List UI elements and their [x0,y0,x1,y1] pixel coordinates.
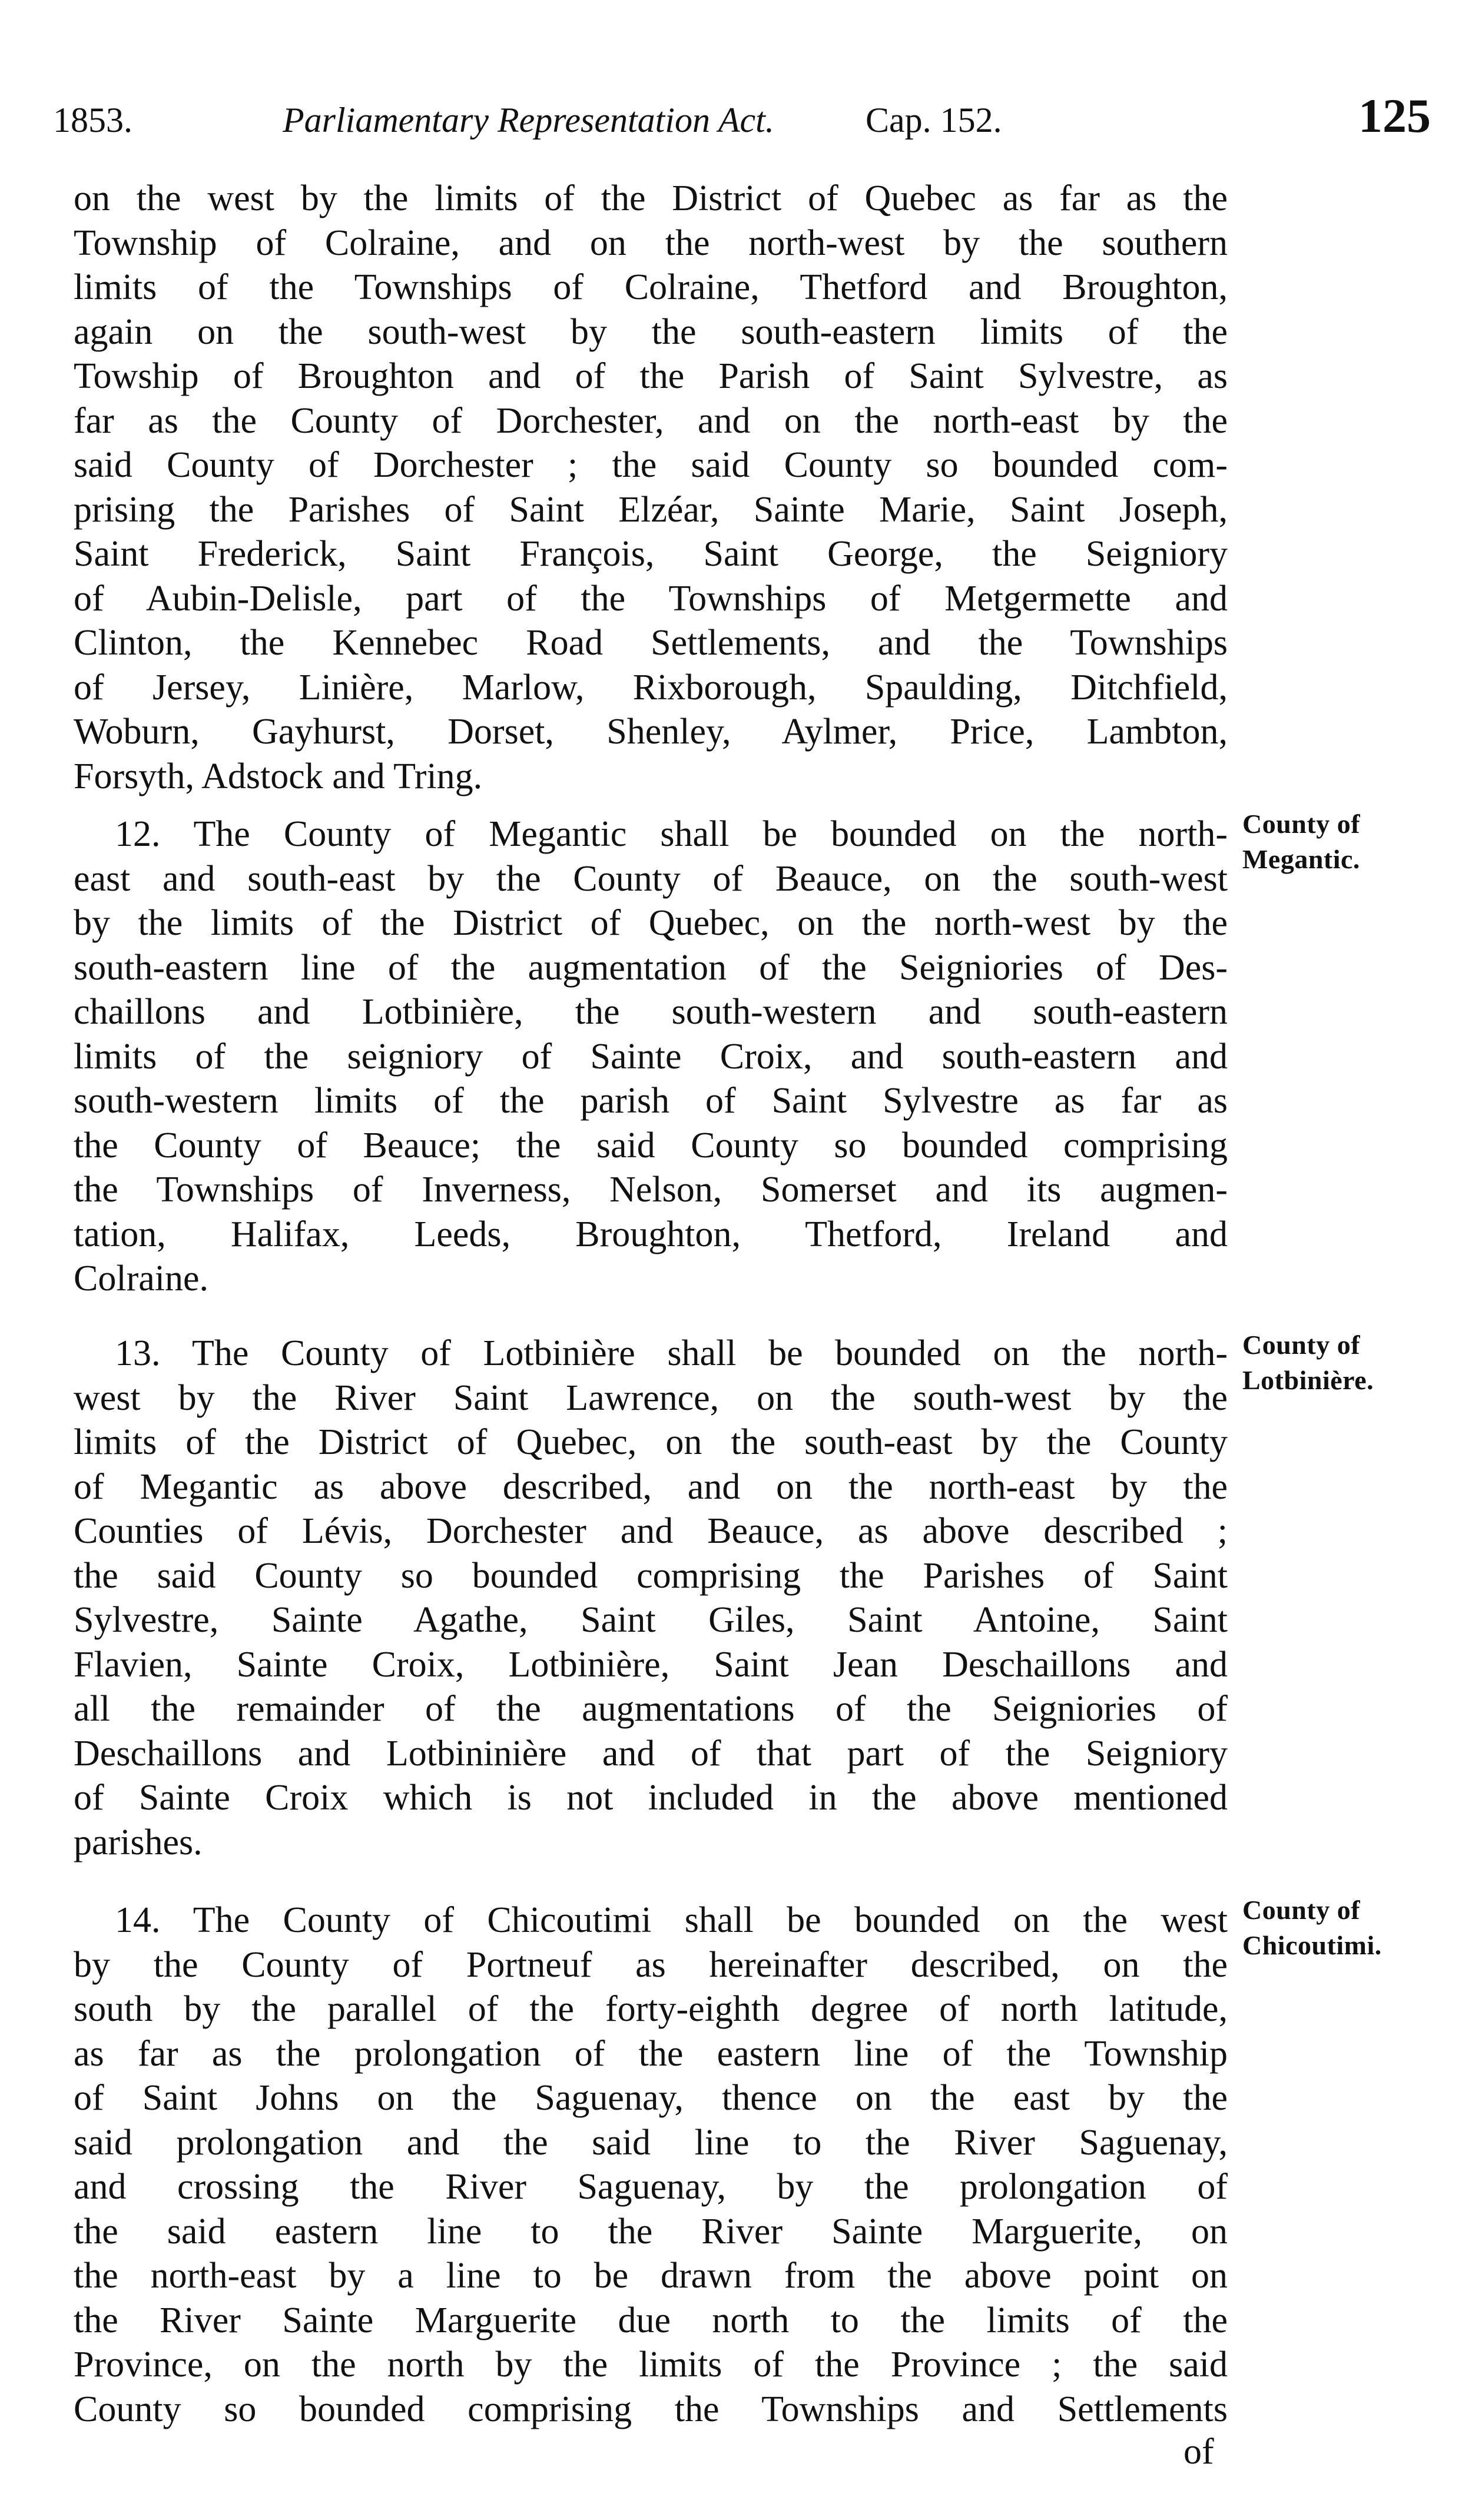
text-line: as far as the prolongation of the eastern line of the Township [74,2033,1228,2074]
section-12 [74,812,1228,1301]
text-line: prising the Parishes of Saint Elzéar, Sainte Marie, Saint Joseph, [74,489,1228,530]
section-number: 14. [115,1900,161,1940]
text-line: of Megantic as above described, and on the north-east by the [74,1466,1228,1507]
text-line: south-eastern line of the augmentation of the Seigniories of Des- [74,947,1228,988]
text-line: by the limits of the District of Quebec, on the north-west by the [74,903,1228,943]
text-line: west by the River Saint Lawrence, on the south-west by the [74,1377,1228,1418]
text-line: the said eastern line to the River Sainte Marguerite, on [74,2211,1228,2252]
text-line [74,812,1228,857]
text-line: east and south-east by the County of Beauce, on the south-west [74,858,1228,899]
text-line: Woburn, Gayhurst, Dorset, Shenley, Aylmer, Price, Lambton, [74,712,1228,752]
text-line: Flavien, Sainte Croix, Lotbinière, Saint Jean Deschaillons and [74,1644,1228,1685]
text-line: of Saint Johns on the Saguenay, thence on the east by the [74,2078,1228,2118]
text-line: Province, on the north by the limits of the Province ; the said [74,2345,1228,2385]
sidenote-line: County of [1242,809,1361,839]
text-line: tation, Halifax, Leeds, Broughton, Thetford, Ireland and [74,1214,1228,1254]
text-line: Clinton, the Kennebec Road Settlements, and the Townships [74,623,1228,663]
text-line: Sylvestre, Sainte Agathe, Saint Giles, Saint Antoine, Saint [74,1600,1228,1640]
header-title: Parliamentary Representation Act. [283,101,774,140]
header-year: 1853. [53,101,132,140]
text-line: the River Sainte Marguerite due north to the limits of the [74,2300,1228,2340]
sidenote-line: Chicoutimi. [1242,1930,1382,1960]
sidenote-line: Lotbinière. [1242,1365,1374,1395]
sidenote-county-of-lotbiniere [1242,1327,1466,1398]
text-line: County so bounded comprising the Townships and Settlements [74,2389,1228,2429]
section-number: 12. [115,814,161,854]
section-14 [74,1898,1228,2432]
text-line: Counties of Lévis, Dorchester and Beauce, as above described ; [74,1511,1228,1551]
text-line: of Aubin-Delisle, part of the Townships of Metgermette and [74,578,1228,619]
text-line: said prolongation and the said line to the River Saguenay, [74,2122,1228,2163]
text-line: Towship of Broughton and of the Parish of Saint Sylvestre, as [74,356,1228,396]
text-line: Saint Frederick, Saint François, Saint George, the Seigniory [74,534,1228,574]
sidenote-line: County of [1242,1330,1361,1360]
text-line: parishes. [74,1822,203,1862]
header-chapter: Cap. 152. [866,101,1002,140]
text-line: chaillons and Lotbinière, the south-western and south-eastern [74,992,1228,1032]
text-line [74,1332,1228,1376]
section-first-line-text: The County of Megantic shall be bounded on the north- [193,814,1228,854]
sidenote-line: Megantic. [1242,844,1360,874]
sidenote-county-of-megantic [1242,806,1466,877]
text-line: the said County so bounded comprising the Parishes of Saint [74,1555,1228,1596]
text-line: all the remainder of the augmentations of the Seigniories of [74,1689,1228,1729]
text-line: of Sainte Croix which is not included in the above mentioned [74,1778,1228,1818]
section-first-line-text: The County of Lotbinière shall be bounded on the north- [192,1333,1228,1373]
text-line: on the west by the limits of the District of Quebec as far as the [74,178,1228,218]
text-line: Colraine. [74,1259,208,1299]
section-first-line-text: The County of Chicoutimi shall be bounded on the west [193,1900,1228,1940]
text-line: again on the south-west by the south-eastern limits of the [74,311,1228,352]
sidenote-county-of-chicoutimi [1242,1893,1466,1963]
text-line: the north-east by a line to be drawn from the above point on [74,2256,1228,2296]
text-line: Township of Colraine, and on the north-west by the southern [74,223,1228,263]
text-line: Forsyth, Adstock and Tring. [74,756,483,796]
text-line: Deschaillons and Lotbininière and of that part of the Seigniory [74,1733,1228,1774]
text-line: of Jersey, Linière, Marlow, Rixborough, Spaulding, Ditchfield, [74,667,1228,708]
continuation-paragraph [74,177,1228,799]
catchword: of [1183,2432,1214,2472]
text-line [74,1898,1228,1943]
text-line: and crossing the River Saguenay, by the prolongation of [74,2167,1228,2207]
sidenote-line: County of [1242,1895,1361,1925]
running-header [53,88,1431,153]
text-line: the County of Beauce; the said County so bounded comprising [74,1125,1228,1166]
text-line: by the County of Portneuf as hereinafter described, on the [74,1944,1228,1985]
text-line: south-western limits of the parish of Saint Sylvestre as far as [74,1081,1228,1121]
text-line: far as the County of Dorchester, and on the north-east by the [74,400,1228,441]
text-line: limits of the seigniory of Sainte Croix, and south-eastern and [74,1036,1228,1077]
text-line: limits of the District of Quebec, on the south-east by the County [74,1422,1228,1462]
text-line: south by the parallel of the forty-eighth degree of north latitude, [74,1989,1228,2029]
text-line: said County of Dorchester ; the said County so bounded com- [74,445,1228,485]
page-number: 125 [1358,89,1431,142]
text-line: limits of the Townships of Colraine, Thetford and Broughton, [74,267,1228,307]
section-number: 13. [115,1333,161,1373]
section-13 [74,1332,1228,1865]
text-line: the Townships of Inverness, Nelson, Somerset and its augmen- [74,1170,1228,1210]
